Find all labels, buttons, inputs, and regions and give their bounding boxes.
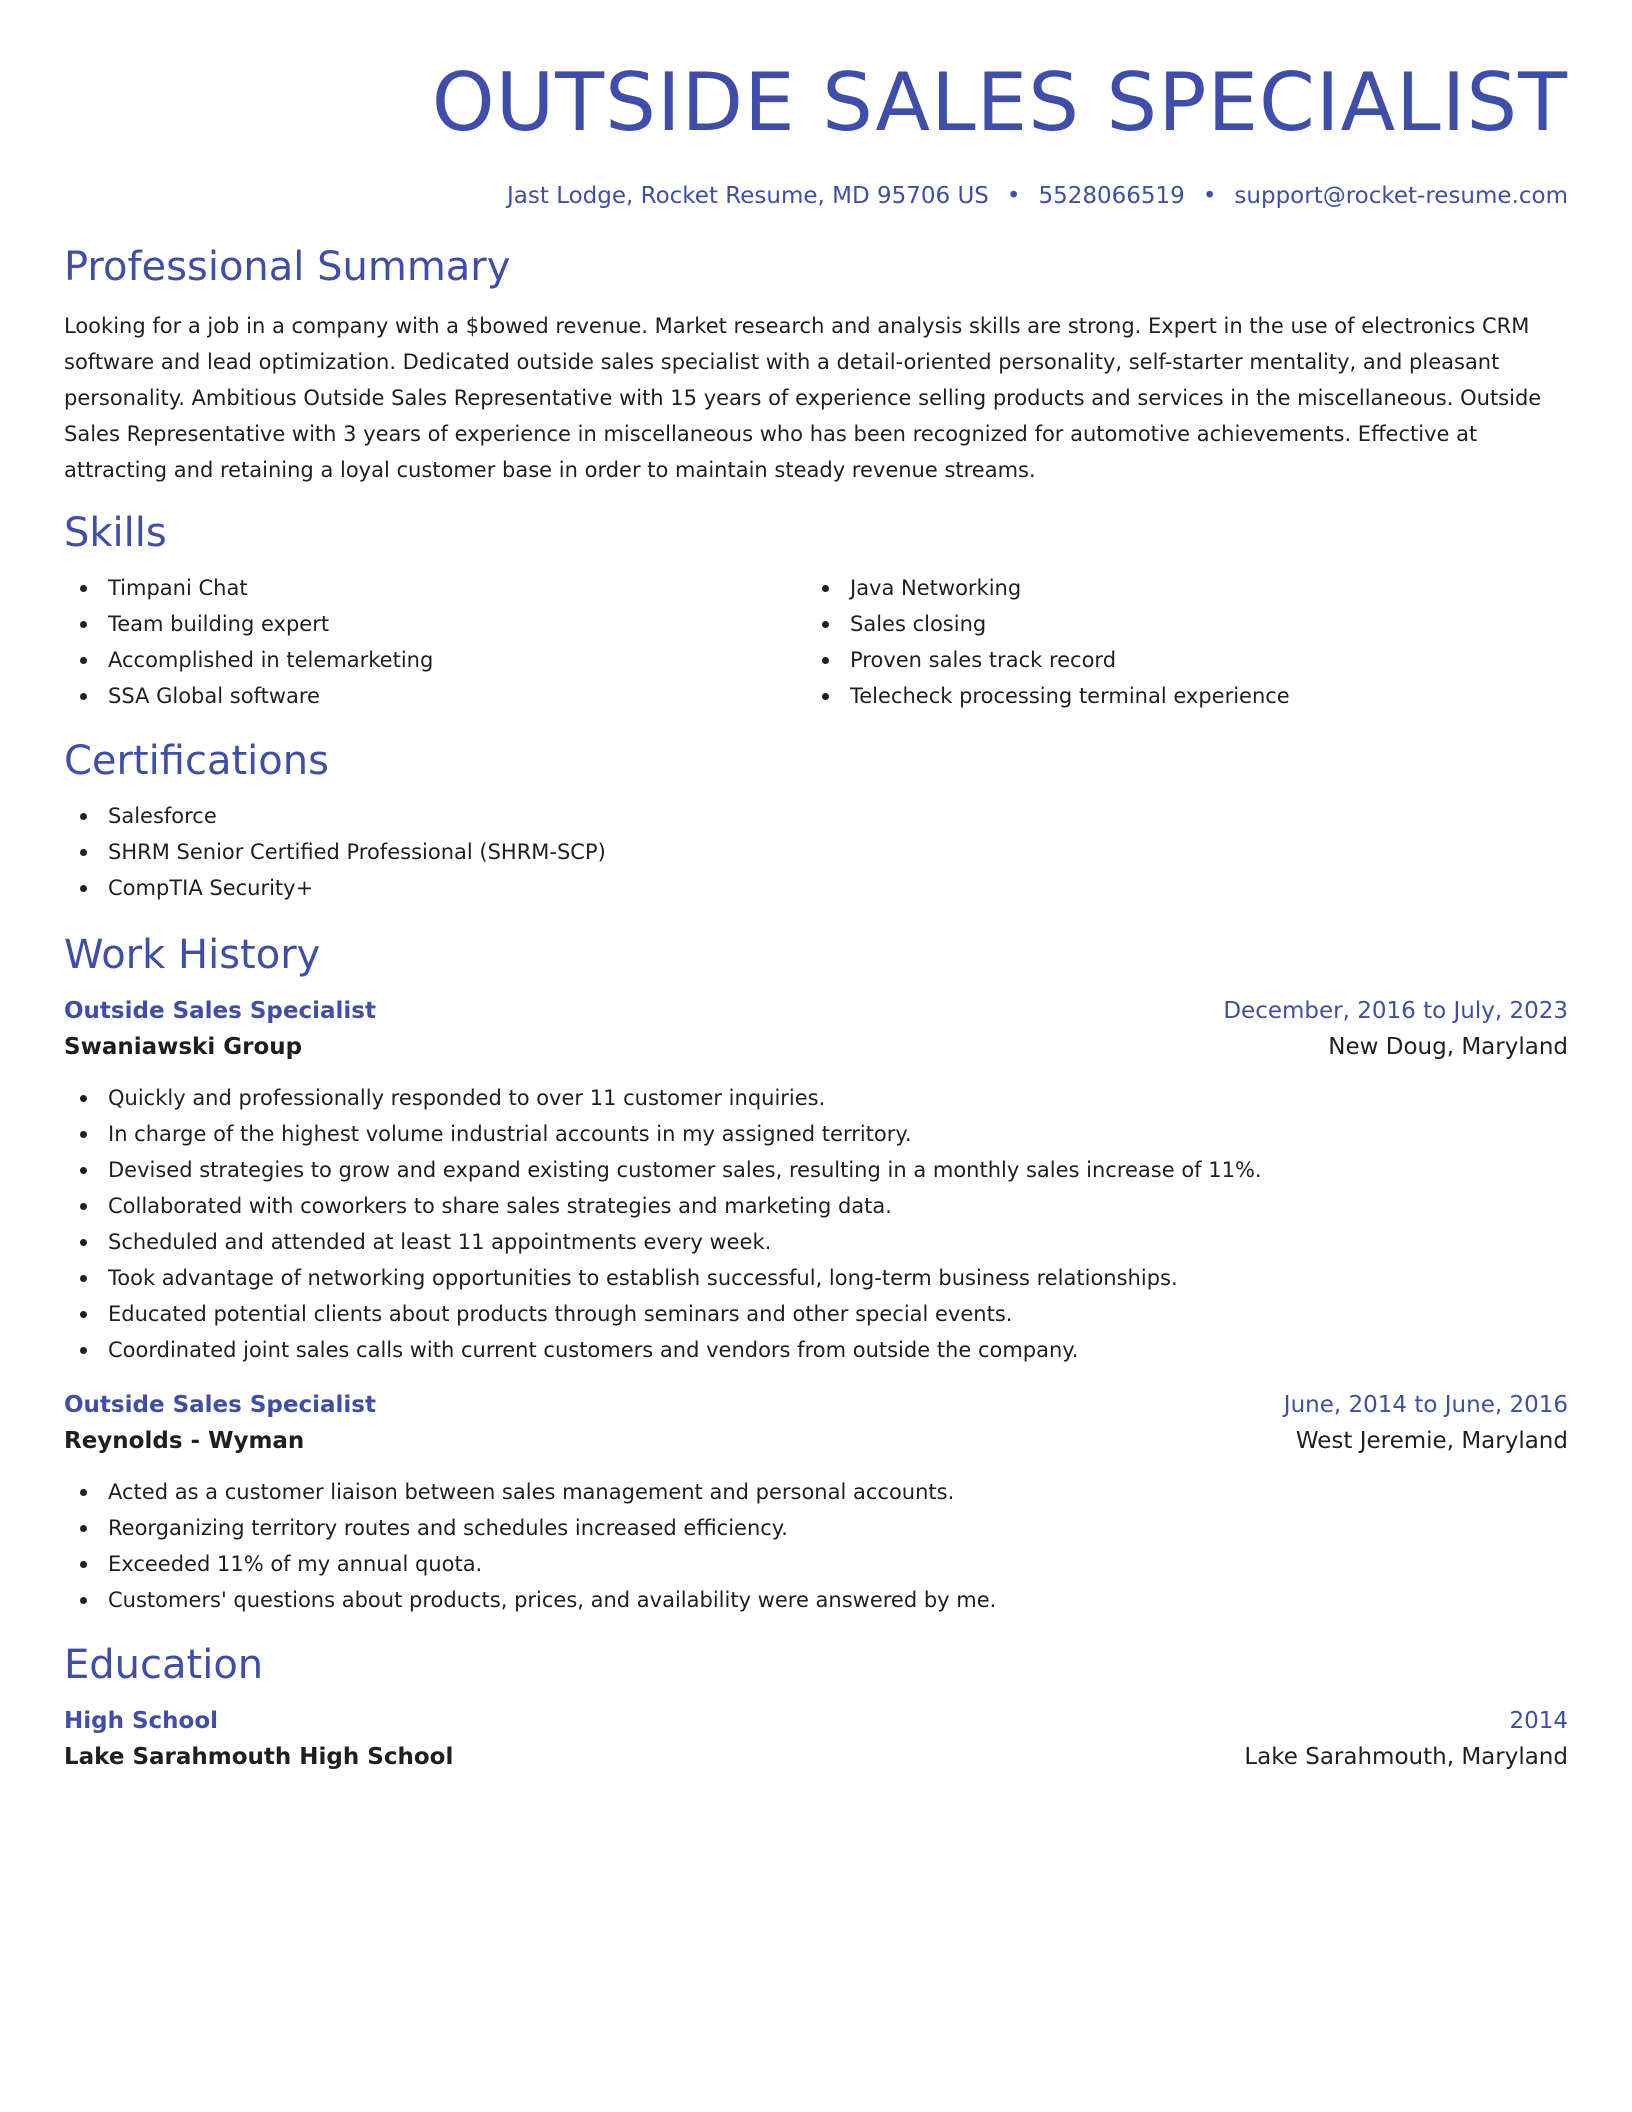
skill-item: Java Networking	[806, 570, 1548, 606]
contact-separator: •	[1202, 183, 1217, 209]
job-dates: December, 2016 to July, 2023	[1223, 998, 1568, 1024]
contact-phone: 5528066519	[1038, 183, 1185, 209]
job-bullet: In charge of the highest volume industrial accounts in my assigned territory.	[64, 1116, 1568, 1152]
job-entry	[64, 1388, 1568, 1618]
job-bullet: Quickly and professionally responded to over 11 customer inquiries.	[64, 1080, 1568, 1116]
job-bullets	[64, 1474, 1568, 1618]
job-company: Reynolds - Wyman	[64, 1428, 305, 1454]
job-bullet: Coordinated joint sales calls with current customers and vendors from outside the company.	[64, 1332, 1568, 1368]
job-location: West Jeremie, Maryland	[1295, 1428, 1568, 1454]
job-company: Swaniawski Group	[64, 1034, 303, 1060]
skills-list-left	[64, 570, 806, 714]
job-company-row	[64, 1028, 1568, 1066]
education-year: 2014	[1509, 1708, 1568, 1734]
skill-item: Team building expert	[64, 606, 806, 642]
skill-item: Telecheck processing terminal experience	[806, 678, 1548, 714]
job-dates: June, 2014 to June, 2016	[1283, 1392, 1568, 1418]
summary-text: Looking for a job in a company with a $bowed revenue. Market research and analysis skills are strong. Expert in the use of electronics CRM software and lead optimization. Dedicated outside sales specialist with a detail-oriented personality, self-starter mentality, and pleasant personality. Ambitious Outside Sales Representative with 15 years of experience selling products and services in the miscellaneous. Outside Sales Representative with 3 years of experience in miscellaneous who has been recognized for automotive achievements. Effective at attracting and retaining a loyal customer base in order to maintain steady revenue streams.	[64, 314, 1542, 482]
certification-item: Salesforce	[64, 798, 1568, 834]
contact-address: Jast Lodge, Rocket Resume, MD 95706 US	[507, 183, 989, 209]
job-company-row	[64, 1422, 1568, 1460]
job-bullet: Customers' questions about products, prices, and availability were answered by me.	[64, 1582, 1568, 1618]
skill-item: Accomplished in telemarketing	[64, 642, 806, 678]
education-degree: High School	[64, 1708, 219, 1734]
job-bullet: Took advantage of networking opportunities to establish successful, long-term business relationships.	[64, 1260, 1568, 1296]
job-entry	[64, 994, 1568, 1368]
job-header	[64, 994, 1568, 1028]
skill-item: Proven sales track record	[806, 642, 1548, 678]
skills-list-right	[806, 570, 1548, 714]
skill-item: SSA Global software	[64, 678, 806, 714]
job-bullet: Acted as a customer liaison between sales management and personal accounts.	[64, 1474, 1568, 1510]
skills-grid	[64, 570, 1568, 714]
education-school-row	[64, 1738, 1568, 1776]
skill-item: Sales closing	[806, 606, 1548, 642]
contact-line	[64, 180, 1568, 212]
skills-heading: Skills	[64, 510, 167, 556]
job-bullets	[64, 1080, 1568, 1368]
job-location: New Doug, Maryland	[1328, 1034, 1568, 1060]
resume-title: OUTSIDE SALES SPECIALIST	[431, 56, 1568, 149]
job-bullet: Devised strategies to grow and expand existing customer sales, resulting in a monthly sales increase of 11%.	[64, 1152, 1568, 1188]
contact-separator: •	[1006, 183, 1021, 209]
contact-email[interactable]: support@rocket-resume.com	[1234, 183, 1568, 209]
job-bullet: Collaborated with coworkers to share sales strategies and marketing data.	[64, 1188, 1568, 1224]
certifications-list	[64, 798, 1568, 906]
work-history-heading: Work History	[64, 932, 321, 978]
education-entry	[64, 1704, 1568, 1776]
job-bullet: Educated potential clients about products through seminars and other special events.	[64, 1296, 1568, 1332]
education-school: Lake Sarahmouth High School	[64, 1744, 454, 1770]
job-title: Outside Sales Specialist	[64, 998, 376, 1024]
education-heading: Education	[64, 1642, 264, 1688]
job-bullet: Exceeded 11% of my annual quota.	[64, 1546, 1568, 1582]
resume-page	[64, 0, 1568, 1776]
summary-heading: Professional Summary	[64, 244, 511, 290]
skill-item: Timpani Chat	[64, 570, 806, 606]
education-header	[64, 1704, 1568, 1738]
education-location: Lake Sarahmouth, Maryland	[1244, 1744, 1568, 1770]
job-bullet: Reorganizing territory routes and schedules increased efficiency.	[64, 1510, 1568, 1546]
certifications-heading: Certifications	[64, 738, 329, 784]
certification-item: SHRM Senior Certified Professional (SHRM-SCP)	[64, 834, 1568, 870]
certification-item: CompTIA Security+	[64, 870, 1568, 906]
job-header	[64, 1388, 1568, 1422]
job-bullet: Scheduled and attended at least 11 appointments every week.	[64, 1224, 1568, 1260]
job-title: Outside Sales Specialist	[64, 1392, 376, 1418]
